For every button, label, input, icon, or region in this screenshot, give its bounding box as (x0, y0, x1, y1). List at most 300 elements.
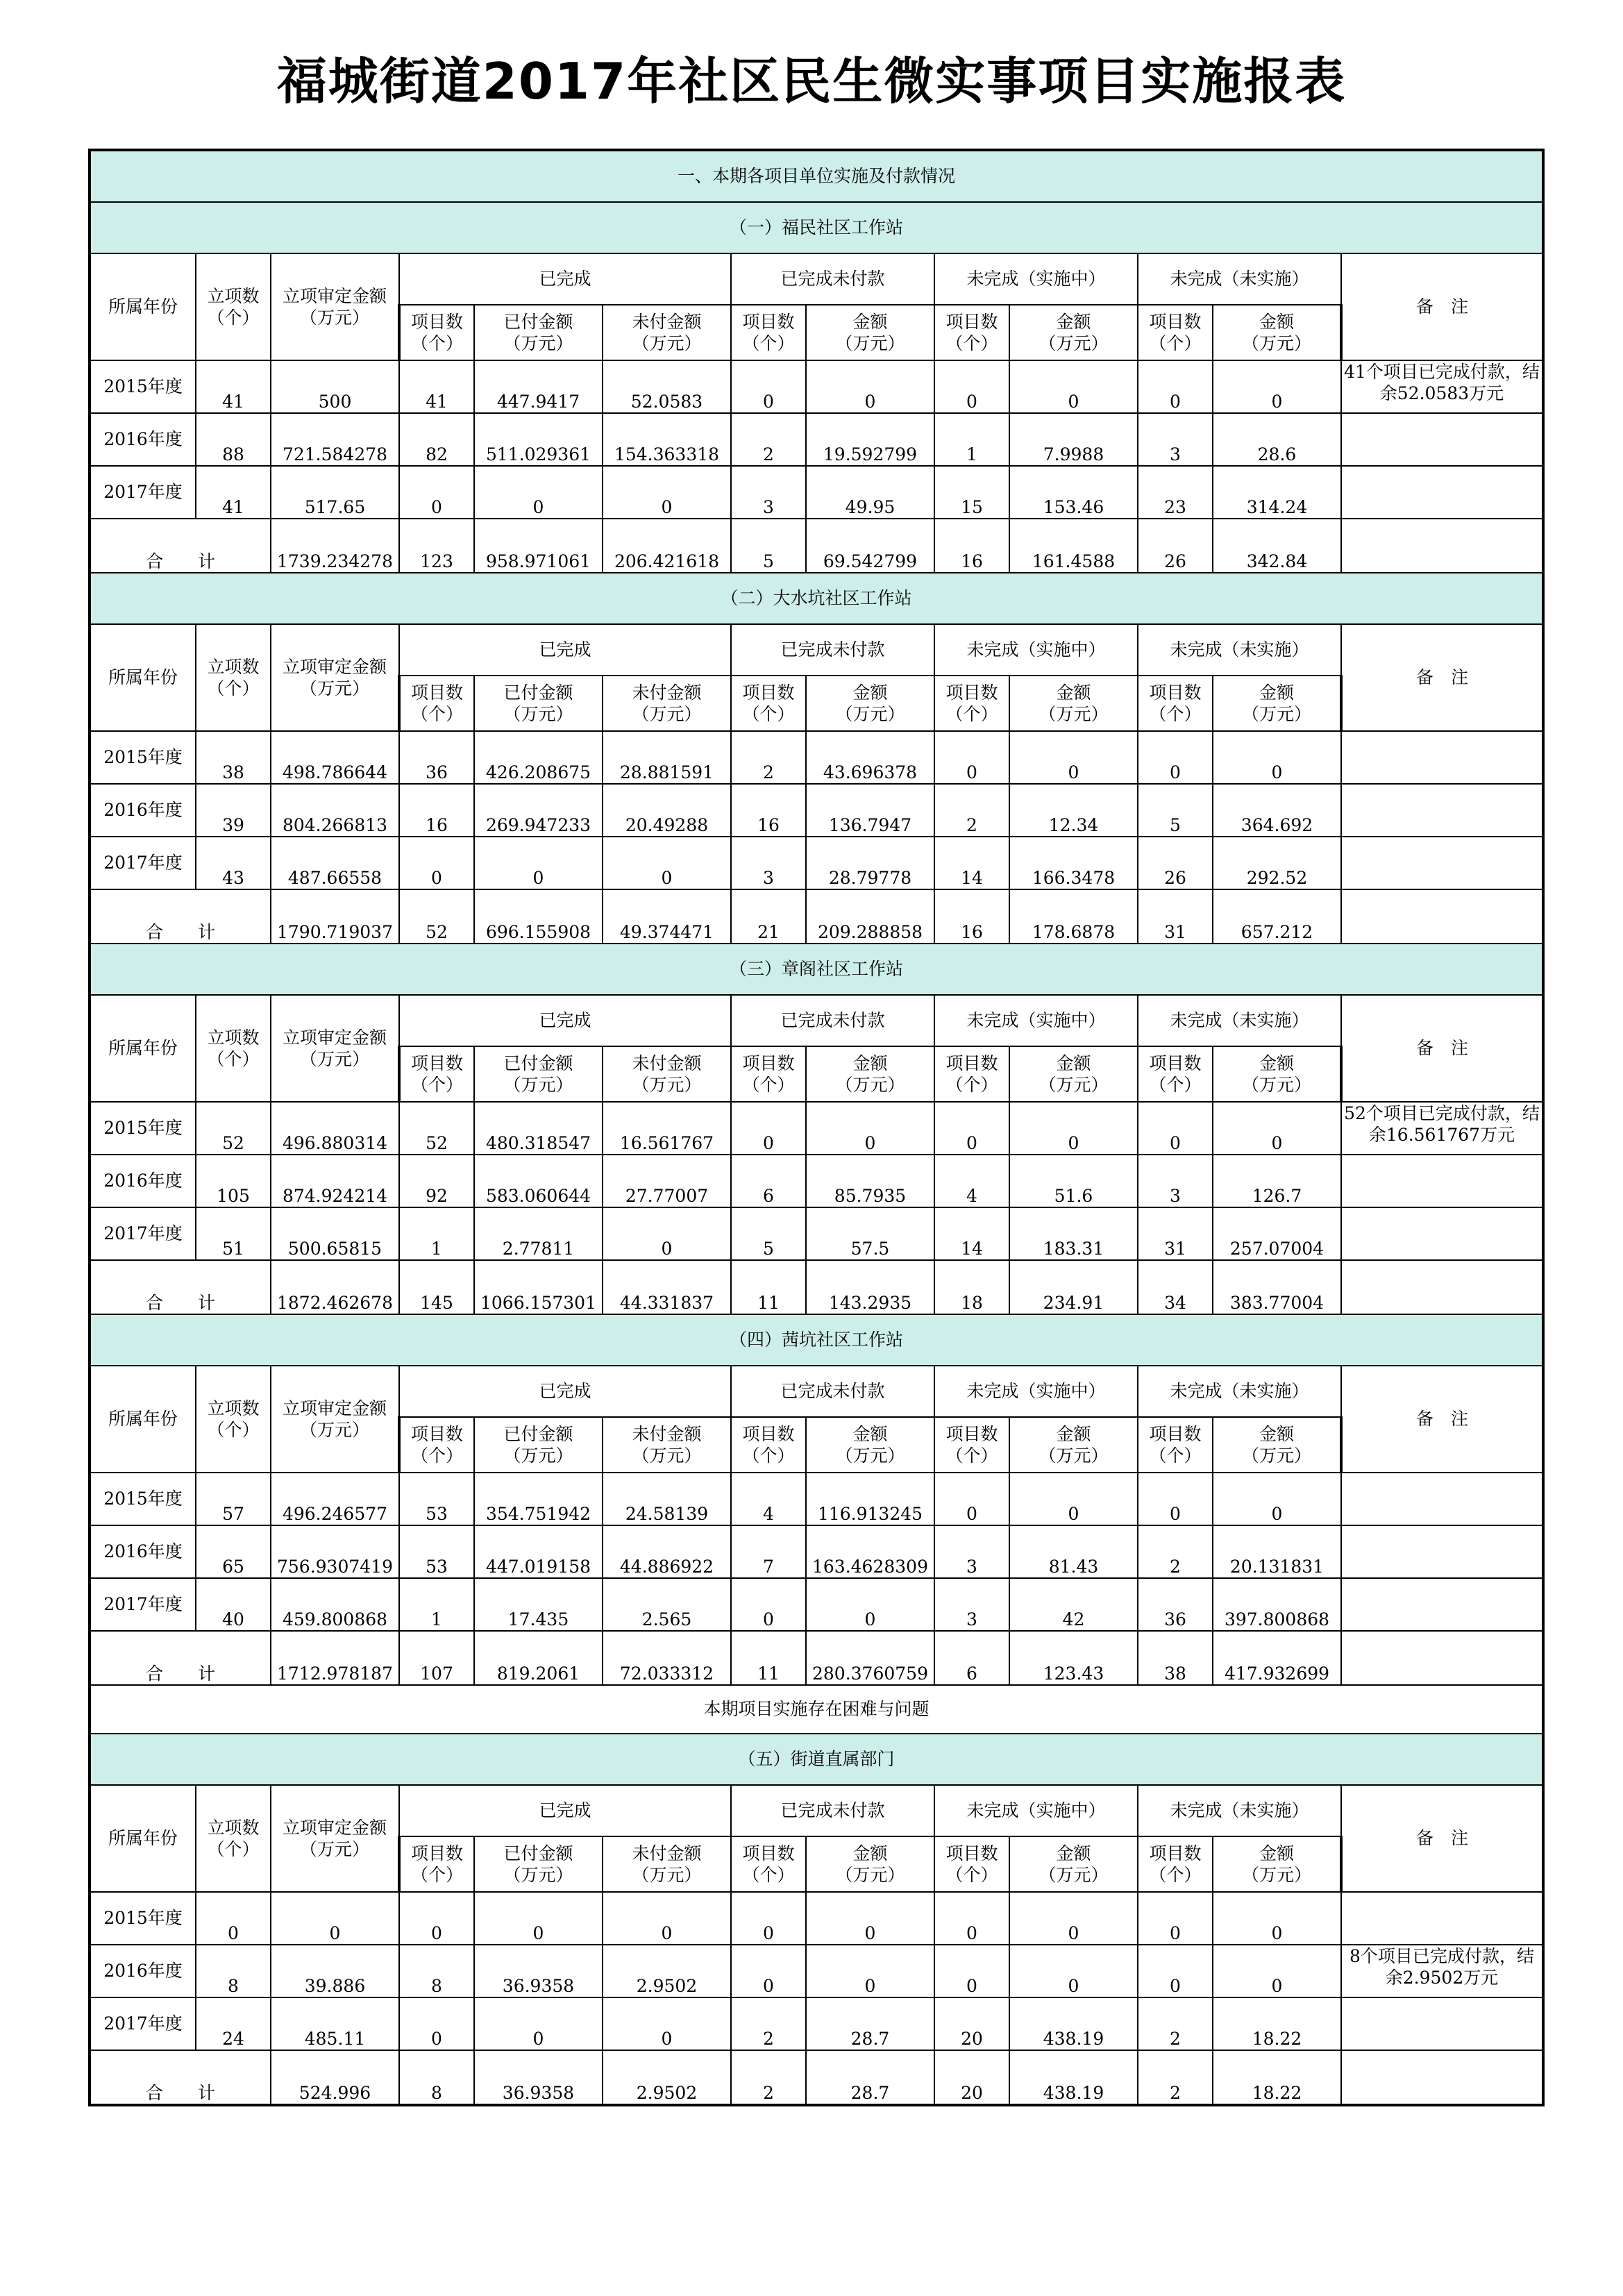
header-items: 项目数 （个） (399, 1046, 474, 1102)
value-cell: 2 (1138, 1997, 1213, 2050)
value-cell: 0 (731, 360, 806, 413)
header-paid: 已付金额 （万元） (474, 305, 603, 360)
header-items: 项目数 （个） (731, 1417, 806, 1473)
header-not-started: 未完成（未实施） (1138, 253, 1341, 305)
value-cell: 0 (1009, 1945, 1138, 1997)
header-items: 项目数 （个） (934, 1417, 1009, 1473)
header-completed-unpaid: 已完成未付款 (731, 1366, 934, 1417)
remark-cell: 52个项目已完成付款，结余16.561767万元 (1341, 1102, 1543, 1155)
header-completed: 已完成 (399, 1785, 731, 1836)
header-items: 项目数 （个） (399, 305, 474, 360)
header-in-progress: 未完成（实施中） (934, 995, 1138, 1046)
remark-cell (1341, 1260, 1543, 1314)
remark-cell (1341, 1631, 1543, 1685)
header-year: 所属年份 (90, 624, 196, 731)
value-cell: 721.584278 (271, 413, 399, 466)
value-cell: 24.58139 (603, 1473, 731, 1525)
total-value-cell: 49.374471 (603, 889, 731, 944)
value-cell: 3 (731, 466, 806, 519)
value-cell: 0 (806, 1578, 934, 1631)
value-cell: 0 (399, 466, 474, 519)
remark-cell (1341, 1997, 1543, 2050)
remark-cell: 41个项目已完成付款，结余52.0583万元 (1341, 360, 1543, 413)
table-row (90, 1945, 1543, 1997)
value-cell: 16.561767 (603, 1102, 731, 1155)
remark-cell (1341, 889, 1543, 944)
total-label: 合 计 (90, 1631, 271, 1685)
value-cell: 6 (731, 1155, 806, 1207)
header-amount: 金额 （万元） (806, 1417, 934, 1473)
table-row (90, 1997, 1543, 2050)
header-amount: 金额 （万元） (1213, 305, 1341, 360)
header-row-group (90, 253, 1543, 305)
value-cell: 2.77811 (474, 1207, 603, 1260)
value-cell: 0 (1138, 1473, 1213, 1525)
value-cell: 0 (934, 1892, 1009, 1945)
header-remark: 备 注 (1341, 624, 1543, 731)
total-value-cell: 2 (1138, 2050, 1213, 2105)
header-approved-amount: 立项审定金额 （万元） (271, 1785, 399, 1892)
value-cell: 480.318547 (474, 1102, 603, 1155)
value-cell: 0 (1213, 1892, 1341, 1945)
value-cell: 7.9988 (1009, 413, 1138, 466)
value-cell: 0 (474, 837, 603, 889)
year-cell: 2016年度 (90, 1945, 196, 1997)
value-cell: 0 (806, 1102, 934, 1155)
value-cell: 487.66558 (271, 837, 399, 889)
value-cell: 0 (603, 1997, 731, 2050)
total-value-cell: 206.421618 (603, 519, 731, 573)
value-cell: 0 (731, 1102, 806, 1155)
total-value-cell: 209.288858 (806, 889, 934, 944)
header-not-started: 未完成（未实施） (1138, 624, 1341, 676)
total-value-cell: 5 (731, 519, 806, 573)
total-row (90, 1260, 1543, 1314)
value-cell: 3 (934, 1578, 1009, 1631)
remark-cell (1341, 784, 1543, 837)
value-cell: 19.592799 (806, 413, 934, 466)
year-cell: 2015年度 (90, 360, 196, 413)
value-cell: 3 (731, 837, 806, 889)
value-cell: 2.565 (603, 1578, 731, 1631)
value-cell: 0 (1138, 731, 1213, 784)
remark-cell (1341, 1578, 1543, 1631)
total-value-cell: 11 (731, 1260, 806, 1314)
remark-cell (1341, 519, 1543, 573)
header-items: 项目数 （个） (399, 676, 474, 731)
value-cell: 57 (196, 1473, 271, 1525)
value-cell: 8 (196, 1945, 271, 1997)
station-name: （二）大水坑社区工作站 (90, 573, 1543, 624)
value-cell: 0 (1213, 1945, 1341, 1997)
value-cell: 166.3478 (1009, 837, 1138, 889)
value-cell: 447.9417 (474, 360, 603, 413)
value-cell: 459.800868 (271, 1578, 399, 1631)
value-cell: 0 (731, 1945, 806, 1997)
value-cell: 116.913245 (806, 1473, 934, 1525)
section-title: 一、本期各项目单位实施及付款情况 (90, 150, 1543, 202)
value-cell: 397.800868 (1213, 1578, 1341, 1631)
total-value-cell: 342.84 (1213, 519, 1341, 573)
header-paid: 已付金额 （万元） (474, 1417, 603, 1473)
remark-cell: 8个项目已完成付款，结余2.9502万元 (1341, 1945, 1543, 1997)
value-cell: 0 (806, 1892, 934, 1945)
value-cell: 57.5 (806, 1207, 934, 1260)
value-cell: 65 (196, 1525, 271, 1578)
value-cell: 498.786644 (271, 731, 399, 784)
header-remark: 备 注 (1341, 253, 1543, 360)
value-cell: 36.9358 (474, 1945, 603, 1997)
value-cell: 36 (1138, 1578, 1213, 1631)
table-row (90, 731, 1543, 784)
header-items: 项目数 （个） (731, 1046, 806, 1102)
total-value-cell: 72.033312 (603, 1631, 731, 1685)
table-row (90, 784, 1543, 837)
section-header-row (90, 150, 1543, 202)
value-cell: 136.7947 (806, 784, 934, 837)
value-cell: 496.880314 (271, 1102, 399, 1155)
value-cell: 0 (603, 1207, 731, 1260)
total-value-cell: 8 (399, 2050, 474, 2105)
header-amount: 金额 （万元） (1213, 1417, 1341, 1473)
station-header-row (90, 1314, 1543, 1366)
value-cell: 20.49288 (603, 784, 731, 837)
header-in-progress: 未完成（实施中） (934, 624, 1138, 676)
value-cell: 39 (196, 784, 271, 837)
total-value-cell: 34 (1138, 1260, 1213, 1314)
value-cell: 53 (399, 1525, 474, 1578)
total-value-cell: 123 (399, 519, 474, 573)
value-cell: 2 (731, 413, 806, 466)
value-cell: 183.31 (1009, 1207, 1138, 1260)
value-cell: 43 (196, 837, 271, 889)
value-cell: 51 (196, 1207, 271, 1260)
remark-cell (1341, 2050, 1543, 2105)
header-items: 项目数 （个） (731, 305, 806, 360)
station-name: （一）福民社区工作站 (90, 202, 1543, 253)
value-cell: 3 (1138, 413, 1213, 466)
header-amount: 金额 （万元） (806, 676, 934, 731)
value-cell: 496.246577 (271, 1473, 399, 1525)
value-cell: 42 (1009, 1578, 1138, 1631)
total-row (90, 2050, 1543, 2105)
value-cell: 0 (731, 1892, 806, 1945)
header-unpaid: 未付金额 （万元） (603, 1046, 731, 1102)
header-items: 项目数 （个） (399, 1836, 474, 1892)
value-cell: 17.435 (474, 1578, 603, 1631)
total-value-cell: 696.155908 (474, 889, 603, 944)
total-value-cell: 28.7 (806, 2050, 934, 2105)
value-cell: 88 (196, 413, 271, 466)
header-row-group (90, 1366, 1543, 1417)
value-cell: 52.0583 (603, 360, 731, 413)
header-items: 项目数 （个） (934, 305, 1009, 360)
header-row-group (90, 995, 1543, 1046)
value-cell: 44.886922 (603, 1525, 731, 1578)
value-cell: 0 (603, 837, 731, 889)
value-cell: 804.266813 (271, 784, 399, 837)
total-value-cell: 1872.462678 (271, 1260, 399, 1314)
total-value-cell: 161.4588 (1009, 519, 1138, 573)
remark-cell (1341, 1892, 1543, 1945)
header-amount: 金额 （万元） (1009, 1417, 1138, 1473)
header-unpaid: 未付金额 （万元） (603, 1417, 731, 1473)
value-cell: 0 (1138, 1892, 1213, 1945)
year-cell: 2017年度 (90, 1997, 196, 2050)
table-row (90, 466, 1543, 519)
header-paid: 已付金额 （万元） (474, 1836, 603, 1892)
year-cell: 2017年度 (90, 466, 196, 519)
value-cell: 2.9502 (603, 1945, 731, 1997)
value-cell: 81.43 (1009, 1525, 1138, 1578)
value-cell: 7 (731, 1525, 806, 1578)
value-cell: 0 (1213, 731, 1341, 784)
value-cell: 0 (1213, 1102, 1341, 1155)
total-value-cell: 178.6878 (1009, 889, 1138, 944)
header-year: 所属年份 (90, 1366, 196, 1473)
value-cell: 0 (399, 1892, 474, 1945)
value-cell: 28.79778 (806, 837, 934, 889)
header-count: 立项数 （个） (196, 1785, 271, 1892)
table-row (90, 1155, 1543, 1207)
total-label: 合 计 (90, 889, 271, 944)
value-cell: 0 (196, 1892, 271, 1945)
header-items: 项目数 （个） (934, 676, 1009, 731)
header-amount: 金额 （万元） (806, 305, 934, 360)
value-cell: 26 (1138, 837, 1213, 889)
value-cell: 0 (474, 1892, 603, 1945)
value-cell: 3 (934, 1525, 1009, 1578)
value-cell: 0 (934, 1102, 1009, 1155)
total-value-cell: 123.43 (1009, 1631, 1138, 1685)
remark-cell (1341, 1525, 1543, 1578)
total-value-cell: 1066.157301 (474, 1260, 603, 1314)
value-cell: 85.7935 (806, 1155, 934, 1207)
value-cell: 1 (399, 1578, 474, 1631)
value-cell: 163.4628309 (806, 1525, 934, 1578)
value-cell: 0 (731, 1578, 806, 1631)
value-cell: 28.881591 (603, 731, 731, 784)
value-cell: 8 (399, 1945, 474, 1997)
header-completed: 已完成 (399, 995, 731, 1046)
header-count: 立项数 （个） (196, 1366, 271, 1473)
header-amount: 金额 （万元） (1213, 676, 1341, 731)
value-cell: 426.208675 (474, 731, 603, 784)
issues-row (90, 1685, 1543, 1734)
header-completed-unpaid: 已完成未付款 (731, 1785, 934, 1836)
total-row (90, 519, 1543, 573)
total-value-cell: 36.9358 (474, 2050, 603, 2105)
value-cell: 2 (934, 784, 1009, 837)
total-value-cell: 38 (1138, 1631, 1213, 1685)
header-count: 立项数 （个） (196, 995, 271, 1102)
value-cell: 0 (1138, 360, 1213, 413)
header-count: 立项数 （个） (196, 253, 271, 360)
value-cell: 0 (1009, 731, 1138, 784)
remark-cell (1341, 413, 1543, 466)
station-header-row (90, 944, 1543, 995)
total-value-cell: 69.542799 (806, 519, 934, 573)
year-cell: 2015年度 (90, 1473, 196, 1525)
remark-cell (1341, 1155, 1543, 1207)
total-value-cell: 26 (1138, 519, 1213, 573)
value-cell: 16 (731, 784, 806, 837)
header-completed-unpaid: 已完成未付款 (731, 624, 934, 676)
value-cell: 500 (271, 360, 399, 413)
value-cell: 257.07004 (1213, 1207, 1341, 1260)
value-cell: 0 (1138, 1945, 1213, 1997)
header-approved-amount: 立项审定金额 （万元） (271, 253, 399, 360)
value-cell: 82 (399, 413, 474, 466)
value-cell: 0 (934, 1945, 1009, 1997)
value-cell: 0 (1213, 360, 1341, 413)
value-cell: 0 (806, 360, 934, 413)
header-items: 项目数 （个） (1138, 676, 1213, 731)
value-cell: 485.11 (271, 1997, 399, 2050)
header-remark: 备 注 (1341, 995, 1543, 1102)
total-value-cell: 21 (731, 889, 806, 944)
year-cell: 2016年度 (90, 1525, 196, 1578)
value-cell: 511.029361 (474, 413, 603, 466)
value-cell: 41 (196, 466, 271, 519)
value-cell: 0 (399, 1997, 474, 2050)
header-items: 项目数 （个） (1138, 1836, 1213, 1892)
total-value-cell: 417.932699 (1213, 1631, 1341, 1685)
station-name: （四）茜坑社区工作站 (90, 1314, 1543, 1366)
value-cell: 314.24 (1213, 466, 1341, 519)
value-cell: 364.692 (1213, 784, 1341, 837)
value-cell: 92 (399, 1155, 474, 1207)
header-approved-amount: 立项审定金额 （万元） (271, 624, 399, 731)
header-items: 项目数 （个） (1138, 305, 1213, 360)
total-value-cell: 383.77004 (1213, 1260, 1341, 1314)
header-items: 项目数 （个） (731, 676, 806, 731)
header-paid: 已付金额 （万元） (474, 676, 603, 731)
header-row-group (90, 1785, 1543, 1836)
total-value-cell: 145 (399, 1260, 474, 1314)
value-cell: 4 (934, 1155, 1009, 1207)
value-cell: 500.65815 (271, 1207, 399, 1260)
total-label: 合 计 (90, 1260, 271, 1314)
value-cell: 0 (934, 360, 1009, 413)
value-cell: 1 (399, 1207, 474, 1260)
total-value-cell: 16 (934, 519, 1009, 573)
total-value-cell: 11 (731, 1631, 806, 1685)
value-cell: 52 (399, 1102, 474, 1155)
value-cell: 52 (196, 1102, 271, 1155)
total-value-cell: 20 (934, 2050, 1009, 2105)
value-cell: 0 (1138, 1102, 1213, 1155)
value-cell: 2 (1138, 1525, 1213, 1578)
station-header-row (90, 1734, 1543, 1785)
value-cell: 41 (399, 360, 474, 413)
value-cell: 2 (731, 731, 806, 784)
value-cell: 0 (603, 466, 731, 519)
header-remark: 备 注 (1341, 1366, 1543, 1473)
table-row (90, 1207, 1543, 1260)
table-row (90, 360, 1543, 413)
header-items: 项目数 （个） (731, 1836, 806, 1892)
remark-cell (1341, 731, 1543, 784)
value-cell: 0 (603, 1892, 731, 1945)
header-not-started: 未完成（未实施） (1138, 1785, 1341, 1836)
table-row (90, 837, 1543, 889)
year-cell: 2017年度 (90, 1578, 196, 1631)
total-value-cell: 819.2061 (474, 1631, 603, 1685)
header-unpaid: 未付金额 （万元） (603, 1836, 731, 1892)
value-cell: 438.19 (1009, 1997, 1138, 2050)
year-cell: 2016年度 (90, 784, 196, 837)
header-items: 项目数 （个） (934, 1046, 1009, 1102)
value-cell: 0 (399, 837, 474, 889)
value-cell: 105 (196, 1155, 271, 1207)
total-row (90, 889, 1543, 944)
value-cell: 16 (399, 784, 474, 837)
value-cell: 0 (1009, 1102, 1138, 1155)
table-row (90, 413, 1543, 466)
header-completed: 已完成 (399, 624, 731, 676)
total-value-cell: 143.2935 (806, 1260, 934, 1314)
value-cell: 292.52 (1213, 837, 1341, 889)
total-value-cell: 18.22 (1213, 2050, 1341, 2105)
total-value-cell: 52 (399, 889, 474, 944)
value-cell: 583.060644 (474, 1155, 603, 1207)
total-row (90, 1631, 1543, 1685)
value-cell: 41 (196, 360, 271, 413)
value-cell: 12.34 (1009, 784, 1138, 837)
total-value-cell: 2.9502 (603, 2050, 731, 2105)
value-cell: 0 (1213, 1473, 1341, 1525)
header-amount: 金额 （万元） (1009, 1046, 1138, 1102)
table-row (90, 1578, 1543, 1631)
value-cell: 447.019158 (474, 1525, 603, 1578)
value-cell: 269.947233 (474, 784, 603, 837)
value-cell: 27.77007 (603, 1155, 731, 1207)
header-completed-unpaid: 已完成未付款 (731, 995, 934, 1046)
header-unpaid: 未付金额 （万元） (603, 305, 731, 360)
header-amount: 金额 （万元） (806, 1046, 934, 1102)
total-value-cell: 16 (934, 889, 1009, 944)
station-name: （三）章阁社区工作站 (90, 944, 1543, 995)
total-value-cell: 2 (731, 2050, 806, 2105)
value-cell: 31 (1138, 1207, 1213, 1260)
header-in-progress: 未完成（实施中） (934, 1785, 1138, 1836)
value-cell: 0 (474, 466, 603, 519)
value-cell: 36 (399, 731, 474, 784)
value-cell: 1 (934, 413, 1009, 466)
header-unpaid: 未付金额 （万元） (603, 676, 731, 731)
value-cell: 18.22 (1213, 1997, 1341, 2050)
value-cell: 0 (1009, 1473, 1138, 1525)
value-cell: 51.6 (1009, 1155, 1138, 1207)
value-cell: 23 (1138, 466, 1213, 519)
header-items: 项目数 （个） (1138, 1417, 1213, 1473)
header-not-started: 未完成（未实施） (1138, 1366, 1341, 1417)
year-cell: 2017年度 (90, 1207, 196, 1260)
station-name: （五）街道直属部门 (90, 1734, 1543, 1785)
table-row (90, 1473, 1543, 1525)
total-value-cell: 107 (399, 1631, 474, 1685)
year-cell: 2016年度 (90, 1155, 196, 1207)
remark-cell (1341, 1473, 1543, 1525)
total-value-cell: 6 (934, 1631, 1009, 1685)
value-cell: 354.751942 (474, 1473, 603, 1525)
issues-label: 本期项目实施存在困难与问题 (90, 1685, 1543, 1734)
value-cell: 20.131831 (1213, 1525, 1341, 1578)
total-value-cell: 1712.978187 (271, 1631, 399, 1685)
table-body (90, 150, 1543, 2105)
header-paid: 已付金额 （万元） (474, 1046, 603, 1102)
